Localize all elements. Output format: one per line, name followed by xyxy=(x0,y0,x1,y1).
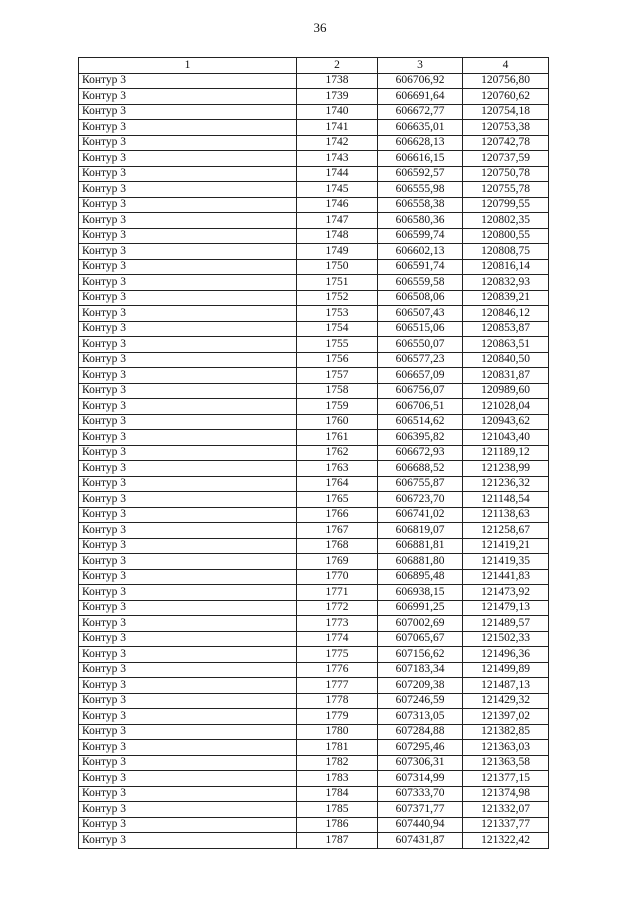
point-number-cell: 1752 xyxy=(297,290,378,306)
contour-name-cell: Контур 3 xyxy=(79,755,297,771)
y-coordinate-cell: 121332,07 xyxy=(463,802,549,818)
table-row xyxy=(79,817,549,833)
point-number-cell: 1744 xyxy=(297,166,378,182)
contour-name-cell: Контур 3 xyxy=(79,368,297,384)
table-row xyxy=(79,631,549,647)
y-coordinate-cell: 120760,62 xyxy=(463,89,549,105)
point-number-cell: 1775 xyxy=(297,647,378,663)
table-body xyxy=(79,73,549,848)
point-number-cell: 1746 xyxy=(297,197,378,213)
contour-name-cell: Контур 3 xyxy=(79,290,297,306)
table-row xyxy=(79,213,549,229)
y-coordinate-cell: 121337,77 xyxy=(463,817,549,833)
point-number-cell: 1771 xyxy=(297,585,378,601)
table-row xyxy=(79,414,549,430)
y-coordinate-cell: 121377,15 xyxy=(463,771,549,787)
contour-name-cell: Контур 3 xyxy=(79,228,297,244)
table-row xyxy=(79,492,549,508)
table-row xyxy=(79,554,549,570)
point-number-cell: 1750 xyxy=(297,259,378,275)
point-number-cell: 1765 xyxy=(297,492,378,508)
x-coordinate-cell: 606741,02 xyxy=(378,507,463,523)
x-coordinate-cell: 606558,38 xyxy=(378,197,463,213)
table-row xyxy=(79,120,549,136)
y-coordinate-cell: 121496,36 xyxy=(463,647,549,663)
x-coordinate-cell: 606591,74 xyxy=(378,259,463,275)
table-row xyxy=(79,321,549,337)
y-coordinate-cell: 120863,51 xyxy=(463,337,549,353)
y-coordinate-cell: 121363,03 xyxy=(463,740,549,756)
contour-name-cell: Контур 3 xyxy=(79,321,297,337)
table-row xyxy=(79,337,549,353)
table-row xyxy=(79,275,549,291)
contour-name-cell: Контур 3 xyxy=(79,662,297,678)
y-coordinate-cell: 121441,83 xyxy=(463,569,549,585)
column-header-2: 2 xyxy=(297,58,378,74)
point-number-cell: 1786 xyxy=(297,817,378,833)
contour-name-cell: Контур 3 xyxy=(79,600,297,616)
contour-name-cell: Контур 3 xyxy=(79,647,297,663)
y-coordinate-cell: 121374,98 xyxy=(463,786,549,802)
y-coordinate-cell: 121363,58 xyxy=(463,755,549,771)
contour-name-cell: Контур 3 xyxy=(79,73,297,89)
x-coordinate-cell: 607065,67 xyxy=(378,631,463,647)
contour-name-cell: Контур 3 xyxy=(79,89,297,105)
contour-name-cell: Контур 3 xyxy=(79,569,297,585)
x-coordinate-cell: 606672,93 xyxy=(378,445,463,461)
y-coordinate-cell: 120816,14 xyxy=(463,259,549,275)
contour-name-cell: Контур 3 xyxy=(79,306,297,322)
x-coordinate-cell: 606635,01 xyxy=(378,120,463,136)
y-coordinate-cell: 120755,78 xyxy=(463,182,549,198)
contour-name-cell: Контур 3 xyxy=(79,693,297,709)
contour-name-cell: Контур 3 xyxy=(79,337,297,353)
table-row xyxy=(79,306,549,322)
y-coordinate-cell: 121473,92 xyxy=(463,585,549,601)
x-coordinate-cell: 606938,15 xyxy=(378,585,463,601)
contour-name-cell: Контур 3 xyxy=(79,538,297,554)
contour-name-cell: Контур 3 xyxy=(79,461,297,477)
x-coordinate-cell: 607313,05 xyxy=(378,709,463,725)
table-row xyxy=(79,755,549,771)
x-coordinate-cell: 606508,06 xyxy=(378,290,463,306)
contour-name-cell: Контур 3 xyxy=(79,104,297,120)
y-coordinate-cell: 121502,33 xyxy=(463,631,549,647)
contour-name-cell: Контур 3 xyxy=(79,771,297,787)
table-row xyxy=(79,228,549,244)
point-number-cell: 1779 xyxy=(297,709,378,725)
x-coordinate-cell: 607002,69 xyxy=(378,616,463,632)
y-coordinate-cell: 120840,50 xyxy=(463,352,549,368)
table-row xyxy=(79,647,549,663)
table-row xyxy=(79,678,549,694)
table-row xyxy=(79,538,549,554)
y-coordinate-cell: 121419,35 xyxy=(463,554,549,570)
point-number-cell: 1778 xyxy=(297,693,378,709)
contour-name-cell: Контур 3 xyxy=(79,120,297,136)
x-coordinate-cell: 606580,36 xyxy=(378,213,463,229)
contour-name-cell: Контур 3 xyxy=(79,213,297,229)
y-coordinate-cell: 121322,42 xyxy=(463,833,549,849)
point-number-cell: 1755 xyxy=(297,337,378,353)
y-coordinate-cell: 120989,60 xyxy=(463,383,549,399)
x-coordinate-cell: 607183,34 xyxy=(378,662,463,678)
contour-name-cell: Контур 3 xyxy=(79,740,297,756)
x-coordinate-cell: 606559,58 xyxy=(378,275,463,291)
y-coordinate-cell: 121148,54 xyxy=(463,492,549,508)
contour-name-cell: Контур 3 xyxy=(79,724,297,740)
contour-name-cell: Контур 3 xyxy=(79,399,297,415)
x-coordinate-cell: 606706,92 xyxy=(378,73,463,89)
y-coordinate-cell: 120943,62 xyxy=(463,414,549,430)
table-row xyxy=(79,166,549,182)
point-number-cell: 1747 xyxy=(297,213,378,229)
x-coordinate-cell: 607246,59 xyxy=(378,693,463,709)
point-number-cell: 1785 xyxy=(297,802,378,818)
y-coordinate-cell: 120756,80 xyxy=(463,73,549,89)
contour-name-cell: Контур 3 xyxy=(79,709,297,725)
x-coordinate-cell: 607295,46 xyxy=(378,740,463,756)
table-row xyxy=(79,135,549,151)
point-number-cell: 1754 xyxy=(297,321,378,337)
x-coordinate-cell: 606672,77 xyxy=(378,104,463,120)
y-coordinate-cell: 121043,40 xyxy=(463,430,549,446)
x-coordinate-cell: 607284,88 xyxy=(378,724,463,740)
x-coordinate-cell: 606755,87 xyxy=(378,476,463,492)
y-coordinate-cell: 120754,18 xyxy=(463,104,549,120)
y-coordinate-cell: 120802,35 xyxy=(463,213,549,229)
y-coordinate-cell: 121138,63 xyxy=(463,507,549,523)
table-row xyxy=(79,771,549,787)
x-coordinate-cell: 606550,07 xyxy=(378,337,463,353)
column-header-3: 3 xyxy=(378,58,463,74)
contour-name-cell: Контур 3 xyxy=(79,523,297,539)
table-row xyxy=(79,569,549,585)
x-coordinate-cell: 607209,38 xyxy=(378,678,463,694)
x-coordinate-cell: 606657,09 xyxy=(378,368,463,384)
x-coordinate-cell: 606688,52 xyxy=(378,461,463,477)
point-number-cell: 1768 xyxy=(297,538,378,554)
contour-name-cell: Контур 3 xyxy=(79,135,297,151)
coordinates-table xyxy=(78,57,549,849)
y-coordinate-cell: 121397,02 xyxy=(463,709,549,725)
contour-name-cell: Контур 3 xyxy=(79,430,297,446)
point-number-cell: 1774 xyxy=(297,631,378,647)
x-coordinate-cell: 606514,62 xyxy=(378,414,463,430)
point-number-cell: 1784 xyxy=(297,786,378,802)
y-coordinate-cell: 121236,32 xyxy=(463,476,549,492)
x-coordinate-cell: 607306,31 xyxy=(378,755,463,771)
contour-name-cell: Контур 3 xyxy=(79,833,297,849)
y-coordinate-cell: 121238,99 xyxy=(463,461,549,477)
point-number-cell: 1743 xyxy=(297,151,378,167)
table-row xyxy=(79,802,549,818)
x-coordinate-cell: 606895,48 xyxy=(378,569,463,585)
x-coordinate-cell: 606592,57 xyxy=(378,166,463,182)
contour-name-cell: Контур 3 xyxy=(79,802,297,818)
point-number-cell: 1783 xyxy=(297,771,378,787)
table-row xyxy=(79,182,549,198)
x-coordinate-cell: 607156,62 xyxy=(378,647,463,663)
contour-name-cell: Контур 3 xyxy=(79,352,297,368)
contour-name-cell: Контур 3 xyxy=(79,631,297,647)
point-number-cell: 1742 xyxy=(297,135,378,151)
y-coordinate-cell: 121489,57 xyxy=(463,616,549,632)
y-coordinate-cell: 121258,67 xyxy=(463,523,549,539)
point-number-cell: 1773 xyxy=(297,616,378,632)
contour-name-cell: Контур 3 xyxy=(79,678,297,694)
point-number-cell: 1762 xyxy=(297,445,378,461)
table-row xyxy=(79,833,549,849)
page-number: 36 xyxy=(313,20,327,35)
y-coordinate-cell: 120750,78 xyxy=(463,166,549,182)
contour-name-cell: Контур 3 xyxy=(79,414,297,430)
table-row xyxy=(79,693,549,709)
point-number-cell: 1782 xyxy=(297,755,378,771)
point-number-cell: 1766 xyxy=(297,507,378,523)
point-number-cell: 1776 xyxy=(297,662,378,678)
table-row xyxy=(79,73,549,89)
table-row xyxy=(79,89,549,105)
y-coordinate-cell: 120831,87 xyxy=(463,368,549,384)
y-coordinate-cell: 120846,12 xyxy=(463,306,549,322)
y-coordinate-cell: 121429,32 xyxy=(463,693,549,709)
point-number-cell: 1748 xyxy=(297,228,378,244)
point-number-cell: 1781 xyxy=(297,740,378,756)
table-row xyxy=(79,709,549,725)
x-coordinate-cell: 607440,94 xyxy=(378,817,463,833)
table-row xyxy=(79,290,549,306)
y-coordinate-cell: 120853,87 xyxy=(463,321,549,337)
x-coordinate-cell: 606706,51 xyxy=(378,399,463,415)
table-header-row xyxy=(79,58,549,74)
y-coordinate-cell: 121499,89 xyxy=(463,662,549,678)
table-row xyxy=(79,399,549,415)
table-row xyxy=(79,430,549,446)
point-number-cell: 1738 xyxy=(297,73,378,89)
contour-name-cell: Контур 3 xyxy=(79,244,297,260)
y-coordinate-cell: 120753,38 xyxy=(463,120,549,136)
table-row xyxy=(79,368,549,384)
contour-name-cell: Контур 3 xyxy=(79,197,297,213)
table-row xyxy=(79,151,549,167)
y-coordinate-cell: 120800,55 xyxy=(463,228,549,244)
contour-name-cell: Контур 3 xyxy=(79,259,297,275)
table-row xyxy=(79,740,549,756)
point-number-cell: 1770 xyxy=(297,569,378,585)
point-number-cell: 1760 xyxy=(297,414,378,430)
table-row xyxy=(79,507,549,523)
x-coordinate-cell: 606991,25 xyxy=(378,600,463,616)
point-number-cell: 1741 xyxy=(297,120,378,136)
point-number-cell: 1745 xyxy=(297,182,378,198)
x-coordinate-cell: 607371,77 xyxy=(378,802,463,818)
contour-name-cell: Контур 3 xyxy=(79,817,297,833)
y-coordinate-cell: 120839,21 xyxy=(463,290,549,306)
point-number-cell: 1787 xyxy=(297,833,378,849)
point-number-cell: 1772 xyxy=(297,600,378,616)
contour-name-cell: Контур 3 xyxy=(79,507,297,523)
x-coordinate-cell: 606628,13 xyxy=(378,135,463,151)
contour-name-cell: Контур 3 xyxy=(79,492,297,508)
contour-name-cell: Контур 3 xyxy=(79,445,297,461)
x-coordinate-cell: 606756,07 xyxy=(378,383,463,399)
contour-name-cell: Контур 3 xyxy=(79,616,297,632)
point-number-cell: 1764 xyxy=(297,476,378,492)
contour-name-cell: Контур 3 xyxy=(79,585,297,601)
y-coordinate-cell: 120832,93 xyxy=(463,275,549,291)
table-row xyxy=(79,383,549,399)
contour-name-cell: Контур 3 xyxy=(79,182,297,198)
point-number-cell: 1761 xyxy=(297,430,378,446)
table-row xyxy=(79,197,549,213)
point-number-cell: 1769 xyxy=(297,554,378,570)
contour-name-cell: Контур 3 xyxy=(79,476,297,492)
x-coordinate-cell: 606599,74 xyxy=(378,228,463,244)
point-number-cell: 1753 xyxy=(297,306,378,322)
column-header-4: 4 xyxy=(463,58,549,74)
contour-name-cell: Контур 3 xyxy=(79,166,297,182)
x-coordinate-cell: 606881,80 xyxy=(378,554,463,570)
x-coordinate-cell: 606602,13 xyxy=(378,244,463,260)
point-number-cell: 1749 xyxy=(297,244,378,260)
y-coordinate-cell: 120808,75 xyxy=(463,244,549,260)
table-row xyxy=(79,352,549,368)
x-coordinate-cell: 606881,81 xyxy=(378,538,463,554)
x-coordinate-cell: 607333,70 xyxy=(378,786,463,802)
point-number-cell: 1757 xyxy=(297,368,378,384)
y-coordinate-cell: 121479,13 xyxy=(463,600,549,616)
y-coordinate-cell: 120799,55 xyxy=(463,197,549,213)
point-number-cell: 1739 xyxy=(297,89,378,105)
x-coordinate-cell: 606395,82 xyxy=(378,430,463,446)
table-row xyxy=(79,461,549,477)
point-number-cell: 1777 xyxy=(297,678,378,694)
table-row xyxy=(79,259,549,275)
table-row xyxy=(79,244,549,260)
y-coordinate-cell: 121419,21 xyxy=(463,538,549,554)
table-row xyxy=(79,445,549,461)
table-row xyxy=(79,523,549,539)
y-coordinate-cell: 121189,12 xyxy=(463,445,549,461)
x-coordinate-cell: 606616,15 xyxy=(378,151,463,167)
point-number-cell: 1759 xyxy=(297,399,378,415)
table-row xyxy=(79,600,549,616)
table-row xyxy=(79,616,549,632)
point-number-cell: 1756 xyxy=(297,352,378,368)
contour-name-cell: Контур 3 xyxy=(79,786,297,802)
column-header-1: 1 xyxy=(79,58,297,74)
x-coordinate-cell: 606723,70 xyxy=(378,492,463,508)
point-number-cell: 1740 xyxy=(297,104,378,120)
x-coordinate-cell: 606555,98 xyxy=(378,182,463,198)
point-number-cell: 1780 xyxy=(297,724,378,740)
point-number-cell: 1763 xyxy=(297,461,378,477)
x-coordinate-cell: 606691,64 xyxy=(378,89,463,105)
y-coordinate-cell: 120742,78 xyxy=(463,135,549,151)
x-coordinate-cell: 606507,43 xyxy=(378,306,463,322)
table-row xyxy=(79,786,549,802)
y-coordinate-cell: 120737,59 xyxy=(463,151,549,167)
x-coordinate-cell: 606577,23 xyxy=(378,352,463,368)
point-number-cell: 1758 xyxy=(297,383,378,399)
x-coordinate-cell: 607431,87 xyxy=(378,833,463,849)
y-coordinate-cell: 121028,04 xyxy=(463,399,549,415)
point-number-cell: 1751 xyxy=(297,275,378,291)
x-coordinate-cell: 606515,06 xyxy=(378,321,463,337)
y-coordinate-cell: 121382,85 xyxy=(463,724,549,740)
x-coordinate-cell: 606819,07 xyxy=(378,523,463,539)
table-row xyxy=(79,724,549,740)
x-coordinate-cell: 607314,99 xyxy=(378,771,463,787)
table-row xyxy=(79,476,549,492)
contour-name-cell: Контур 3 xyxy=(79,275,297,291)
contour-name-cell: Контур 3 xyxy=(79,554,297,570)
table-row xyxy=(79,662,549,678)
y-coordinate-cell: 121487,13 xyxy=(463,678,549,694)
table-row xyxy=(79,104,549,120)
contour-name-cell: Контур 3 xyxy=(79,151,297,167)
table-row xyxy=(79,585,549,601)
point-number-cell: 1767 xyxy=(297,523,378,539)
contour-name-cell: Контур 3 xyxy=(79,383,297,399)
